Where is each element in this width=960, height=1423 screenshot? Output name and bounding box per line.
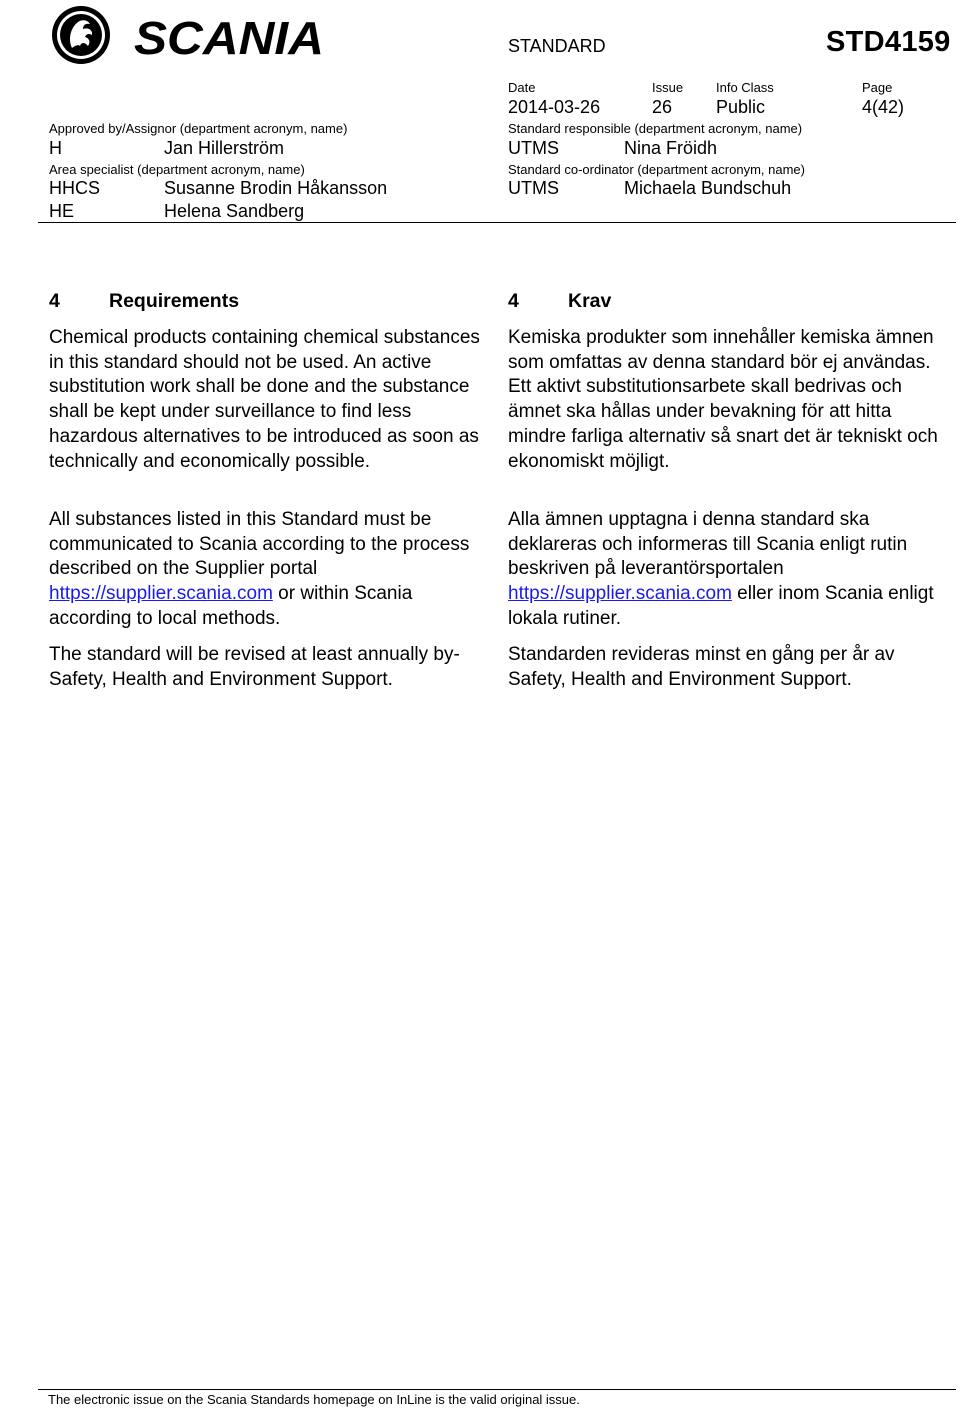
area-specialist-dept: HHCS (49, 178, 101, 198)
document-number: STD4159 (826, 26, 951, 58)
section-heading-sv (508, 290, 611, 313)
area-specialist-name: Helena Sandberg (164, 201, 305, 221)
info-class-value: Public (716, 97, 766, 117)
approved-by-name: Jan Hillerström (164, 138, 285, 158)
info-class-label: Info Class (716, 80, 774, 95)
paragraph-text: Alla ämnen upptagna i denna standard ska deklareras och informeras till Scania enligt rutin beskriven på leverantörsportalen (508, 509, 908, 580)
paragraph-sv-2 (508, 508, 948, 632)
area-specialist-name: Susanne Brodin Håkansson (164, 178, 388, 198)
area-specialist-dept: HE (49, 201, 75, 221)
paragraph-sv-1: Kemiska produkter som innehåller kemiska ämnen som omfattas av denna standard bör ej användas. Ett aktivt substitutionsarbete skall bedrivas och ämnet ska hållas under bevakning för att hitta mindre farliga alternativ så snart det är tekniskt och ekonomiskt möjligt. (508, 327, 938, 472)
paragraph-text: All substances listed in this Standard must be communicated to Scania according to the process described on the Supplier portal (49, 509, 470, 580)
issue-value: 26 (652, 97, 673, 117)
scania-logo (50, 4, 330, 66)
paragraph-text: or within Scania according to local methods. (49, 583, 413, 629)
section-heading-en (49, 290, 239, 313)
header-divider (38, 222, 956, 223)
date-label: Date (508, 80, 536, 95)
date-value: 2014-03-26 (508, 97, 601, 117)
approved-by-dept: H (49, 138, 62, 158)
supplier-portal-link[interactable]: https://supplier.scania.com (49, 583, 273, 605)
scania-wordmark: SCANIA (134, 12, 324, 64)
page-value: 4(42) (862, 97, 905, 117)
section-number: 4 (508, 290, 519, 312)
standard-responsible-name: Nina Fröidh (624, 138, 718, 158)
area-specialist-label: Area specialist (department acronym, name) (49, 162, 305, 177)
issue-label: Issue (652, 80, 684, 95)
footer-divider (38, 1389, 956, 1390)
paragraph-en-2 (49, 508, 489, 632)
standard-coordinator-dept: UTMS (508, 178, 559, 198)
standard-responsible-label: Standard responsible (department acronym, name) (508, 121, 803, 136)
section-number: 4 (49, 290, 60, 312)
standard-responsible-dept: UTMS (508, 138, 559, 158)
paragraph-text: eller inom Scania enligt lokala rutiner. (508, 583, 934, 629)
document-type: STANDARD (508, 36, 606, 56)
standard-coordinator-name: Michaela Bundschuh (624, 178, 792, 198)
paragraph-sv-3: Standarden revideras minst en gång per år av Safety, Health and Environment Support. (508, 644, 895, 690)
section-title: Requirements (109, 290, 240, 312)
standard-coordinator-label: Standard co-ordinator (department acronym, name) (508, 162, 805, 177)
footer-note: The electronic issue on the Scania Standards homepage on InLine is the valid original issue. (48, 1392, 580, 1407)
paragraph-en-3: The standard will be revised at least annually by-Safety, Health and Environment Support. (49, 644, 460, 690)
paragraph-en-1: Chemical products containing chemical substances in this standard should not be used. An active substitution work shall be done and the substance shall be kept under surveillance to find less hazardous alternatives to be introduced as soon as technically and economically possible. (49, 327, 480, 472)
section-title: Krav (568, 290, 612, 312)
approved-by-label: Approved by/Assignor (department acronym, name) (49, 121, 348, 136)
page-label: Page (862, 80, 893, 95)
supplier-portal-link[interactable]: https://supplier.scania.com (508, 583, 732, 605)
